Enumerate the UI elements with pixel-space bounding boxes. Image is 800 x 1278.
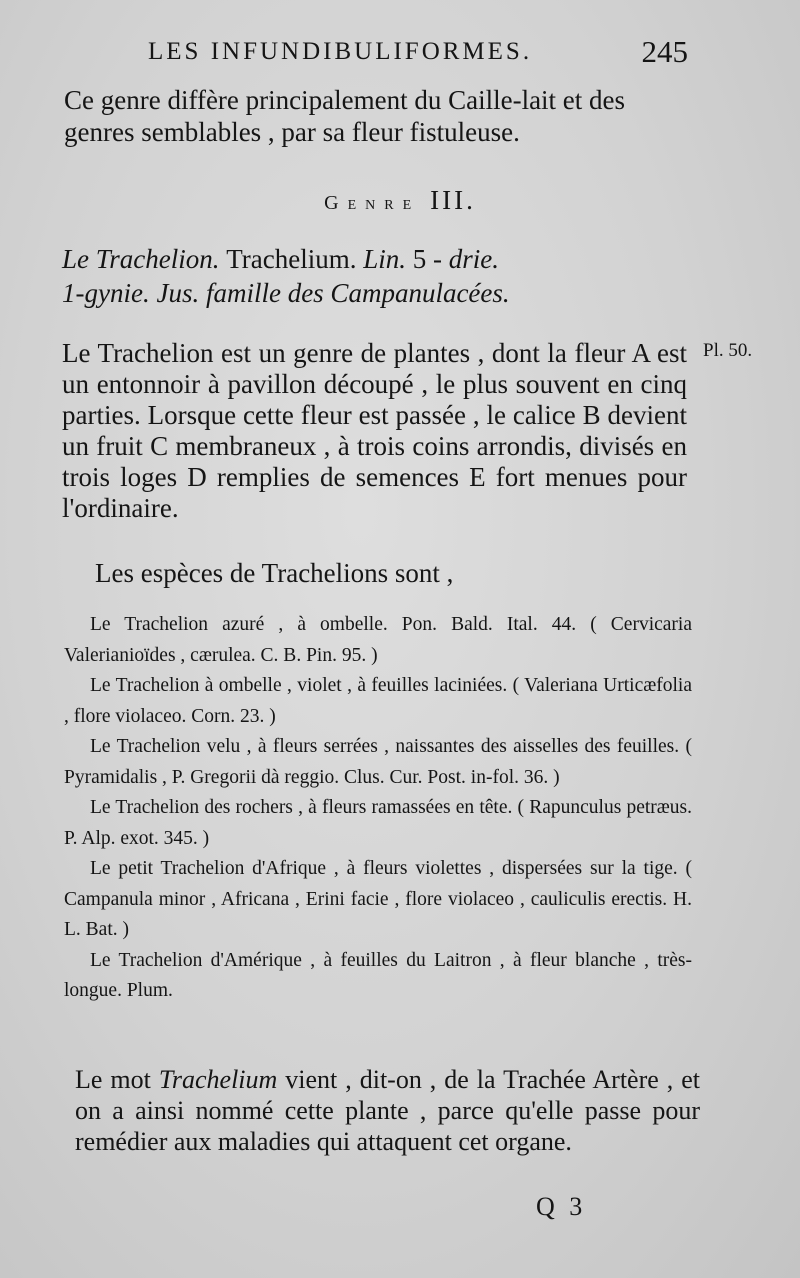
page-number: 245	[641, 34, 688, 69]
species-entry: Le Trachelion des rochers , à fleurs ramassées en tête. ( Rapunculus petræus. P. Alp. exot. 345. )	[64, 797, 692, 849]
running-title: LES INFUNDIBULIFORMES.	[148, 38, 533, 65]
intro-paragraph: Ce genre diffère principalement du Caille-lait et des genres semblables , par sa fleur fistuleuse.	[64, 85, 626, 147]
plate-reference: Pl. 50.	[703, 340, 753, 361]
closing-term: Trachelium	[158, 1065, 278, 1094]
description-paragraph: Le Trachelion est un genre de plantes , dont la fleur A est un entonnoir à pavillon découpé , le plus souvent en cinq parties. Lorsque cette fleur est passée , le calice B devient un fruit C membraneux , à trois coins arrondis, divisés en trois loges D remplies de semences E fort menues pour l'ordinaire.	[62, 338, 687, 523]
genus-family: 1-gynie. Jus. famille des Campanulacées.	[62, 278, 510, 308]
genus-title	[62, 242, 687, 310]
genus-name-latin: Trachelium.	[226, 244, 357, 274]
genre-number: III.	[430, 185, 476, 215]
species-entry: Le Trachelion velu , à fleurs serrées , naissantes des aisselles des feuilles. ( Pyramidalis , P. Gregorii dà reggio. Clus. Cur. Post. in-fol. 36. )	[64, 736, 692, 788]
species-entry: Le Trachelion azuré , à ombelle. Pon. Bald. Ital. 44. ( Cervicaria Valerianioïdes , cærulea. C. B. Pin. 95. )	[64, 614, 692, 666]
signature-mark: Q 3	[536, 1192, 587, 1221]
species-list	[64, 610, 692, 1007]
genre-word: Genre	[324, 192, 421, 214]
class-suffix: - drie.	[433, 244, 500, 274]
species-entry: Le Trachelion d'Amérique , à feuilles du Laitron , à fleur blanche , très-longue. Plum.	[64, 949, 692, 1001]
species-entry: Le Trachelion à ombelle , violet , à feuilles laciniées. ( Valeriana Urticæfolia , flore violaceo. Corn. 23. )	[64, 675, 692, 727]
closing-paragraph	[75, 1064, 700, 1157]
class-number: 5	[412, 244, 427, 274]
species-heading: Les espèces de Trachelions sont ,	[95, 558, 454, 588]
closing-after: vient , dit-on , de la Trachée Artère , et on a ainsi nommé cette plante , parce qu'elle passe pour remédier aux maladies qui attaquent cet organe.	[75, 1065, 701, 1156]
genre-heading	[0, 185, 800, 216]
species-entry: Le petit Trachelion d'Afrique , à fleurs violettes , dispersées sur la tige. ( Campanula minor , Africana , Erini facie , flore violaceo , cauliculis erectis. H. L. Bat. )	[64, 858, 692, 940]
genus-name-fr: Le Trachelion.	[62, 244, 220, 274]
closing-before: Le mot	[75, 1065, 151, 1094]
running-header	[148, 34, 688, 69]
linnaeus-ref: Lin.	[363, 244, 407, 274]
